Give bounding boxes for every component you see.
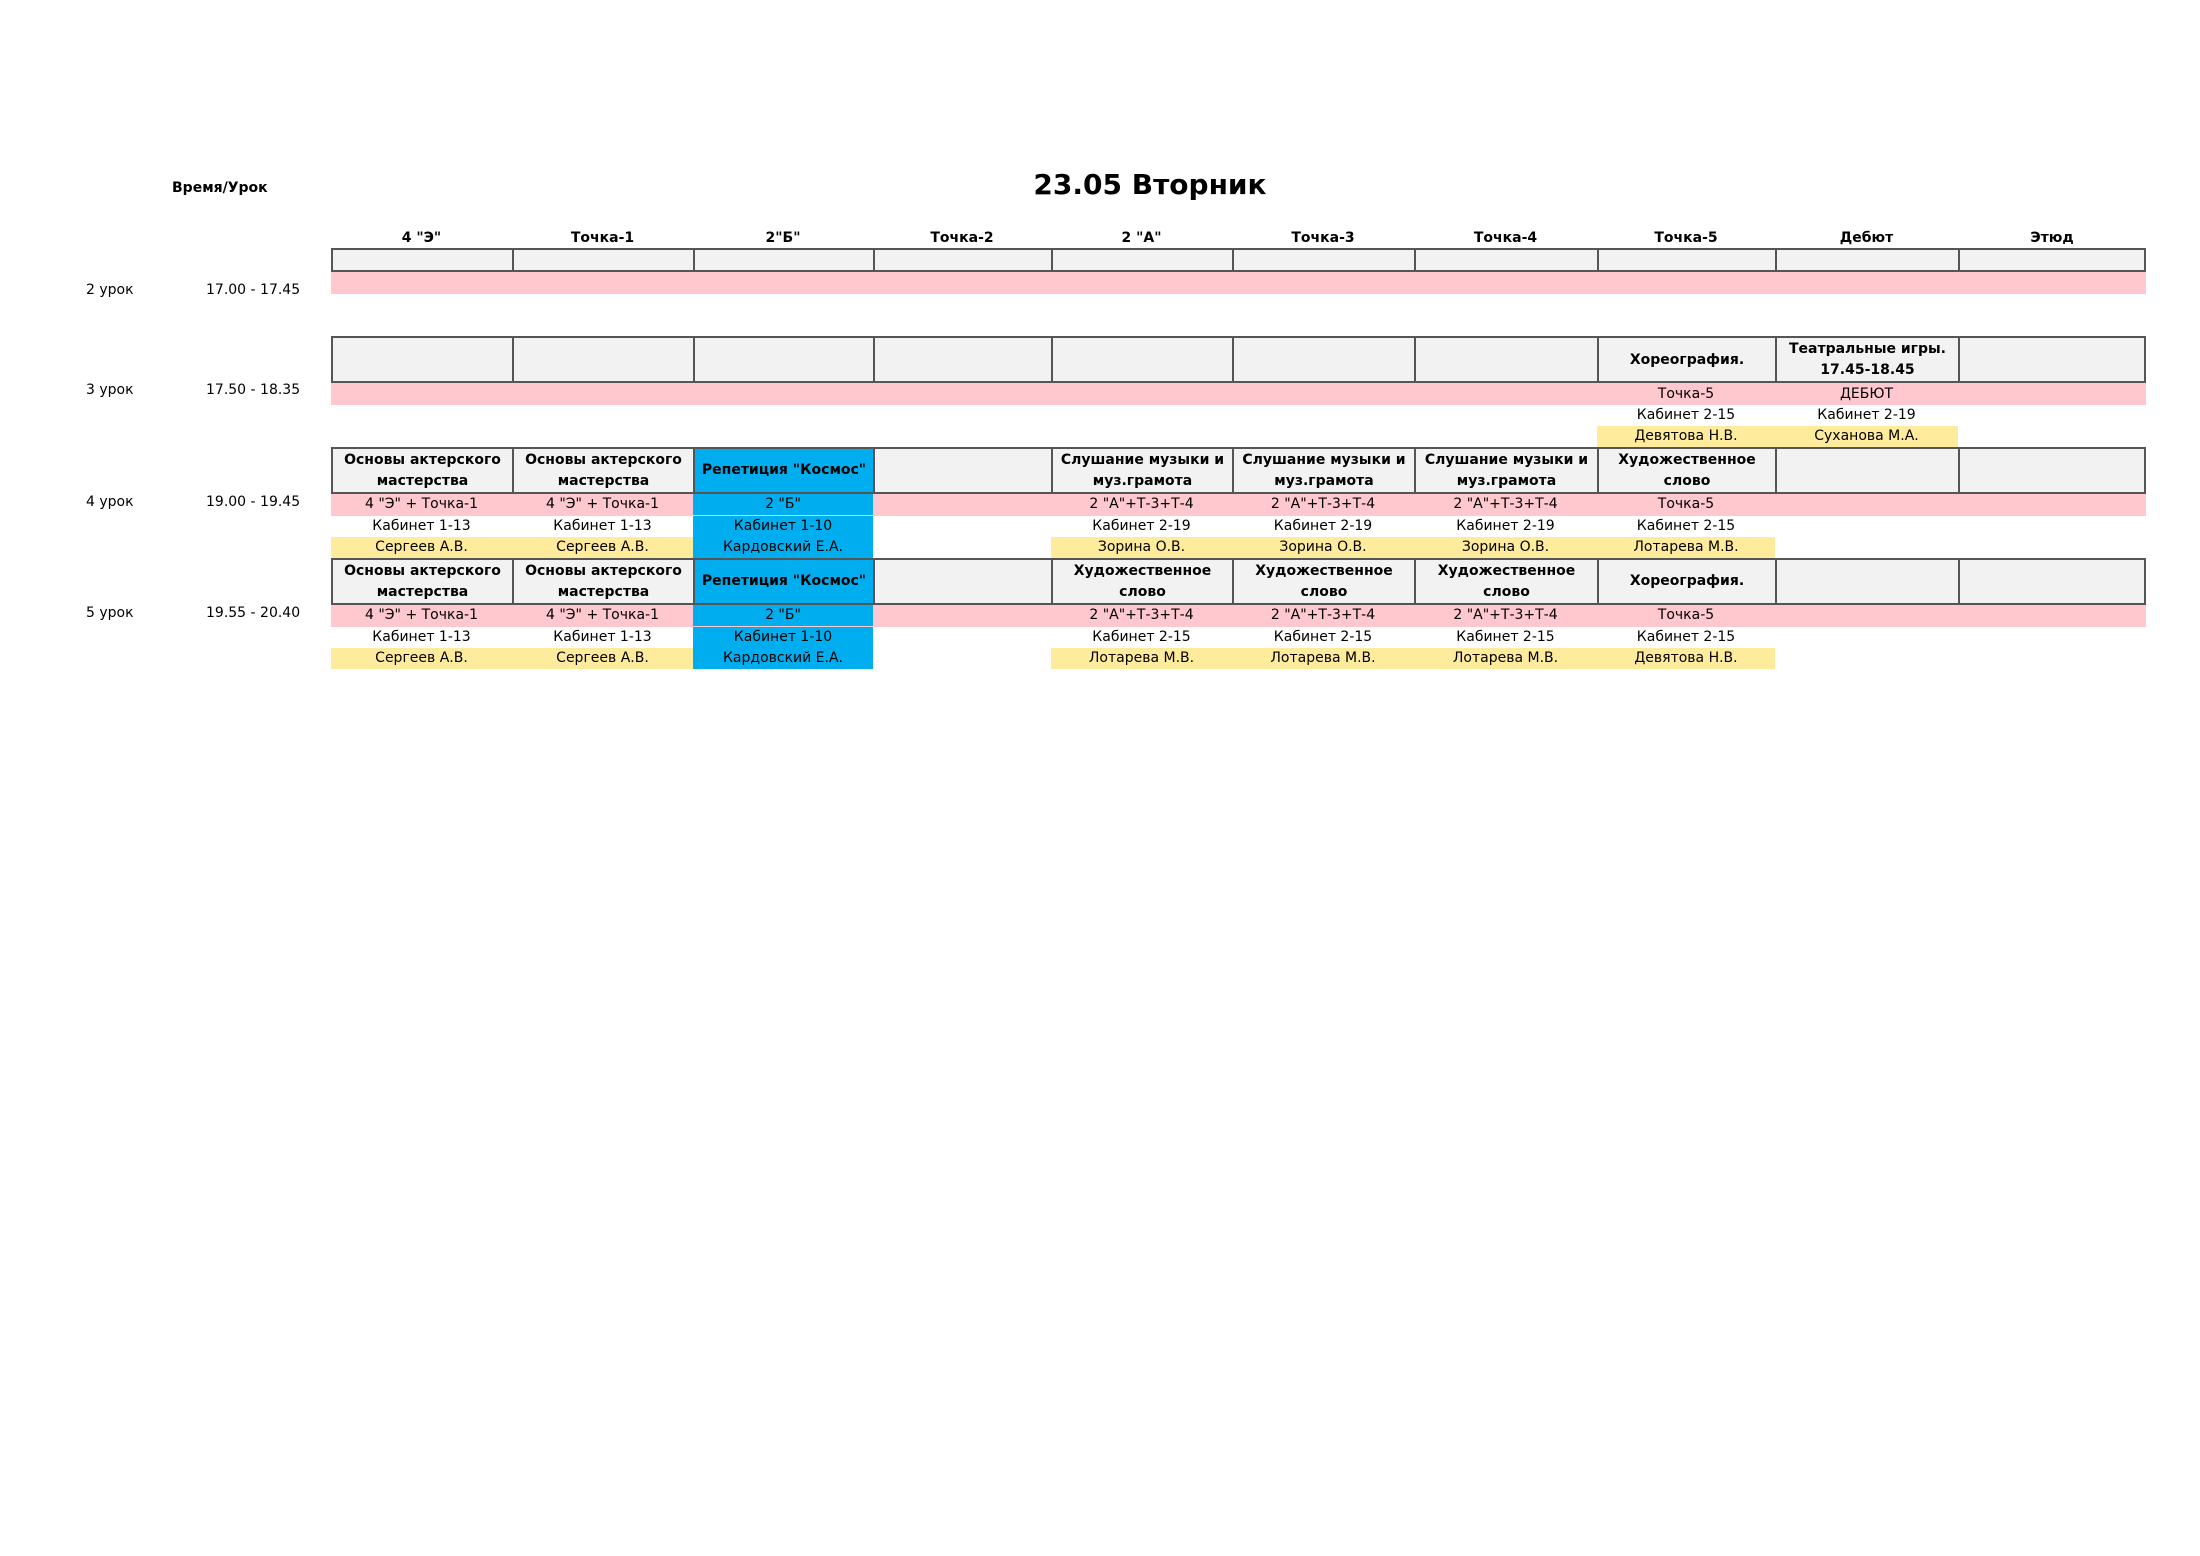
- empty-cell: [1958, 447, 2146, 494]
- teacher-text: Лотарева М.В.: [1051, 648, 1232, 669]
- empty-cell: [1051, 336, 1234, 383]
- group-text: 2 "Б": [693, 494, 873, 515]
- lesson-title: Основы актерского: [525, 562, 682, 579]
- teacher-text: Лотарева М.В.: [1597, 537, 1775, 558]
- room-text: Кабинет 2-15: [1636, 407, 1736, 423]
- lesson-cell-horeography: [1597, 336, 1777, 383]
- lesson-cell-acting: [331, 558, 514, 605]
- group-text: 2 "А"+Т-3+Т-4: [1051, 605, 1232, 626]
- teacher-text: Сергеев А.В.: [331, 648, 512, 669]
- empty-cell: [331, 248, 514, 272]
- group-text: 2 "А"+Т-3+Т-4: [1414, 494, 1597, 515]
- column-header-tochka-2: Точка-2: [930, 230, 994, 246]
- lesson-cell-speech: [1414, 558, 1599, 605]
- column-header-tochka-3: Точка-3: [1291, 230, 1355, 246]
- empty-cell: [873, 558, 1053, 605]
- teacher-text: Сергеев А.В.: [512, 648, 693, 669]
- column-header-2a: 2 "А": [1121, 230, 1162, 246]
- lesson-title: Слушание музыки и: [1242, 451, 1406, 468]
- room-text: Кабинет 1-10: [693, 516, 873, 537]
- lesson-title: мастерства: [376, 583, 469, 600]
- empty-cell: [1775, 558, 1960, 605]
- group-text: Точка-5: [1597, 494, 1775, 515]
- teacher-text: Лотарева М.В.: [1414, 648, 1597, 669]
- lesson-cell-speech: [1232, 558, 1416, 605]
- group-text: ДЕБЮТ: [1839, 386, 1894, 402]
- empty-cell: [693, 248, 875, 272]
- lesson-title: Художественное слово: [1073, 562, 1212, 600]
- empty-cell: [1775, 447, 1960, 494]
- room-text: Кабинет 2-19: [1273, 518, 1373, 534]
- lesson-title: мастерства: [557, 472, 650, 489]
- empty-cell: [1597, 248, 1777, 272]
- lesson-title: Основы актерского: [525, 451, 682, 468]
- group-text: 2 "А"+Т-3+Т-4: [1414, 605, 1597, 626]
- column-header-tochka-5: Точка-5: [1654, 230, 1718, 246]
- empty-cell: [693, 336, 875, 383]
- teacher-text: Девятова Н.В.: [1597, 426, 1775, 447]
- empty-cell: [873, 336, 1053, 383]
- room-text: Кабинет 2-19: [1092, 518, 1191, 534]
- lesson-cell-music: [1232, 447, 1416, 494]
- group-text: 4 "Э" + Точка-1: [331, 605, 512, 626]
- lesson-title: мастерства: [376, 472, 469, 489]
- lesson-cell-acting: [331, 447, 514, 494]
- lesson-cell-music: [1414, 447, 1599, 494]
- page-title: 23.05 Вторник: [1033, 168, 1267, 201]
- lesson-title: муз.грамота: [1456, 472, 1557, 489]
- lesson-label: 2 урок: [86, 282, 134, 298]
- room-text: Кабинет 1-13: [553, 629, 652, 645]
- lesson-cell-acting: [512, 447, 695, 494]
- teacher-text: Сергеев А.В.: [512, 537, 693, 558]
- lesson-time: 19.55 - 20.40: [206, 605, 301, 621]
- empty-cell: [1958, 248, 2146, 272]
- lesson-cell-speech: [1051, 558, 1234, 605]
- empty-cell: [1414, 336, 1599, 383]
- lesson-cell-acting: [512, 558, 695, 605]
- lesson-time: 17.00 - 17.45: [206, 282, 301, 298]
- lesson-title: Художественное слово: [1437, 562, 1576, 600]
- lesson-title: Слушание музыки и: [1060, 451, 1225, 468]
- lesson-label: 3 урок: [86, 382, 134, 398]
- lesson-title: Репетиция "Космос": [701, 573, 867, 589]
- lesson-title: Художественное слово: [1255, 562, 1393, 600]
- lesson-label: 4 урок: [86, 494, 134, 510]
- lesson-time: 17.50 - 18.35: [206, 382, 301, 398]
- empty-cell: [512, 336, 695, 383]
- time-lesson-header: Время/Урок: [172, 180, 268, 196]
- column-header-tochka-4: Точка-4: [1473, 230, 1538, 246]
- empty-cell: [1958, 558, 2146, 605]
- lesson-title: Основы актерского: [344, 562, 501, 579]
- empty-cell: [512, 248, 695, 272]
- lesson-title: Театральные игры.: [1788, 340, 1946, 357]
- column-header-2b: 2"Б": [765, 230, 801, 246]
- empty-cell: [1232, 336, 1416, 383]
- teacher-text: Зорина О.В.: [1051, 537, 1232, 558]
- lesson-cell-kosmos: [693, 558, 875, 605]
- group-text: Точка-5: [1657, 386, 1715, 402]
- empty-cell: [873, 248, 1053, 272]
- lesson-cell-kosmos: [693, 447, 875, 494]
- group-text: Точка-5: [1597, 605, 1775, 626]
- empty-cell: [1232, 248, 1416, 272]
- group-text: 2 "Б": [693, 605, 873, 626]
- teacher-text: Сергеев А.В.: [331, 537, 512, 558]
- room-text: Кабинет 1-13: [372, 629, 471, 645]
- lesson-title: Основы актерского: [344, 451, 501, 468]
- column-header-4e: 4 "Э": [401, 230, 442, 246]
- lesson-title: Слушание музыки и: [1424, 451, 1589, 468]
- room-text: Кабинет 2-15: [1273, 629, 1373, 645]
- lesson-title: Хореография.: [1629, 352, 1745, 368]
- room-text: Кабинет 1-13: [553, 518, 652, 534]
- teacher-text: Лотарева М.В.: [1232, 648, 1414, 669]
- room-text: Кабинет 2-19: [1817, 407, 1916, 423]
- lesson-label: 5 урок: [86, 605, 134, 621]
- room-text: Кабинет 2-15: [1636, 518, 1736, 534]
- teacher-text: Зорина О.В.: [1414, 537, 1597, 558]
- empty-cell: [1958, 336, 2146, 383]
- group-text: 2 "А"+Т-3+Т-4: [1232, 605, 1414, 626]
- lesson-title: муз.грамота: [1274, 472, 1374, 489]
- lesson-cell-speech: [1597, 447, 1777, 494]
- lesson-time: 19.00 - 19.45: [206, 494, 301, 510]
- column-header-debut: Дебют: [1839, 230, 1894, 246]
- room-text: Кабинет 2-15: [1636, 629, 1736, 645]
- lesson-title: Репетиция "Космос": [701, 462, 867, 478]
- lesson-title: мастерства: [557, 583, 650, 600]
- lesson-title: Художественное: [1618, 451, 1756, 468]
- room-text: Кабинет 1-13: [372, 518, 471, 534]
- teacher-text: Кардовский Е.А.: [693, 648, 873, 669]
- lesson-cell-music: [1051, 447, 1234, 494]
- lesson-title: муз.грамота: [1092, 472, 1193, 489]
- group-band: [331, 272, 2146, 294]
- group-text: 4 "Э" + Точка-1: [512, 605, 693, 626]
- lesson-title: слово: [1663, 472, 1711, 489]
- lesson-cell-horeography: [1597, 558, 1777, 605]
- room-text: Кабинет 1-10: [693, 627, 873, 648]
- empty-cell: [1051, 248, 1234, 272]
- group-text: 2 "А"+Т-3+Т-4: [1051, 494, 1232, 515]
- group-text: 4 "Э" + Точка-1: [512, 494, 693, 515]
- teacher-text: Зорина О.В.: [1232, 537, 1414, 558]
- group-text: 4 "Э" + Точка-1: [331, 494, 512, 515]
- lesson-title: Хореография.: [1629, 573, 1745, 589]
- teacher-text: Кардовский Е.А.: [693, 537, 873, 558]
- room-text: Кабинет 2-15: [1456, 629, 1555, 645]
- group-text: 2 "А"+Т-3+Т-4: [1232, 494, 1414, 515]
- empty-cell: [1775, 248, 1960, 272]
- lesson-cell-theatre-games: [1775, 336, 1960, 383]
- lesson-time: 17.45-18.45: [1820, 361, 1915, 378]
- empty-cell: [1414, 248, 1599, 272]
- room-text: Кабинет 2-15: [1092, 629, 1191, 645]
- column-header-tochka-1: Точка-1: [570, 230, 635, 246]
- empty-cell: [873, 447, 1053, 494]
- column-header-etud: Этюд: [2030, 230, 2074, 246]
- teacher-text: Девятова Н.В.: [1597, 648, 1775, 669]
- teacher-text: Суханова М.А.: [1775, 426, 1958, 447]
- empty-cell: [331, 336, 514, 383]
- room-text: Кабинет 2-19: [1456, 518, 1555, 534]
